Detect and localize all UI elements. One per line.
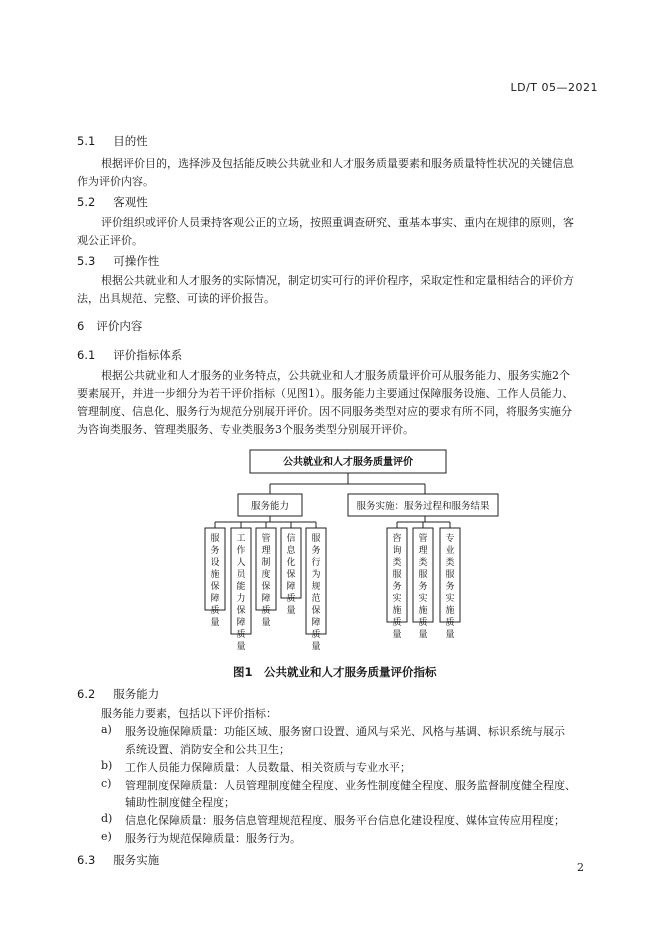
leaf-label-capability-1: 服务设施保障质量 [210,534,220,628]
section-title: 目的性 [113,134,148,148]
section-title: 服务能力 [113,687,160,701]
section-number: 6.3 [77,853,96,867]
section-title: 可操作性 [113,254,160,268]
paragraph-line: 评价组织或评价人员秉持客观公正的立场，按照重调查研究、重基本事实、重内在规律的原则，客 [101,216,574,229]
list-item-line: 服务设施保障质量：功能区域、服务窗口设置、通风与采光、风格与基调、标识系统与展示 [125,725,565,738]
list-marker: d) [101,812,113,825]
section-number: 5.2 [77,195,96,209]
leaf-label-capability-2: 工作人员能力保障质量 [236,534,246,652]
paragraph-line: 管理制度、信息化、服务行为规范分别展开评价。因不同服务类型对应的要求有所不同，将服务实施分 [77,405,572,418]
leaf-label-implementation-2: 管理类服务实施质量 [418,534,428,640]
branch-label-capability: 服务能力 [250,501,290,512]
leaf-label-capability-4: 信息化保障质量 [286,534,296,616]
branch-label-implementation: 服务实施：服务过程和服务结果 [356,501,490,512]
section-number: 5.3 [77,254,96,268]
section-title: 客观性 [113,195,148,209]
page-number: 2 [577,861,584,874]
paragraph-line: 为咨询类服务、管理类服务、专业类服务3个服务类型分别展开评价。 [77,423,414,436]
list-marker: e) [101,830,112,843]
paragraph-line: 作为评价内容。 [77,175,154,188]
section-number: 5.1 [77,134,96,148]
list-marker: b) [101,759,113,772]
section-heading-6-2 [77,686,159,702]
list-marker: c) [101,777,112,790]
root-label: 公共就业和人才服务质量评价 [283,457,413,468]
paragraph-line: 根据公共就业和人才服务的业务特点，公共就业和人才服务质量评价可从服务能力、服务实施2个 [101,369,570,382]
list-item-line: 工作人员能力保障质量：人员数量、相关资质与专业水平； [125,761,411,774]
section-title: 评价内容 [96,319,143,333]
leaf-label-capability-5: 服务行为规范保障质量 [311,534,321,652]
list-item-line: 管理制度保障质量：人员管理制度健全程度、业务性制度健全程度、服务监督制度健全程度、 [125,779,576,792]
leaf-label-implementation-3: 专业类服务实施质量 [445,534,455,640]
list-item-line: 辅助性制度健全程度； [125,796,235,809]
section-heading-6-3 [77,852,159,868]
section-title: 评价指标体系 [113,348,183,362]
paragraph-line: 根据评价目的，选择涉及包括能反映公共就业和人才服务质量要素和服务质量特性状况的关键信息 [101,157,574,170]
paragraph-line: 服务能力要素，包括以下评价指标： [101,707,277,720]
standard-number: LD/T 05—2021 [510,81,598,94]
paragraph-line: 观公正评价。 [77,234,143,247]
section-number: 6 [77,319,85,333]
paragraph-line: 法，出具规范、完整、可读的评价报告。 [77,292,275,305]
list-item-line: 信息化保障质量：服务信息管理规范程度、服务平台信息化建设程度、媒体宣传应用程度； [125,814,565,827]
section-number: 6.2 [77,687,96,701]
list-item-line: 服务行为规范保障质量：服务行为。 [125,832,301,845]
leaf-label-capability-3: 管理制度保障质量 [261,534,271,628]
paragraph-line: 要素展开，并进一步细分为若干评价指标（见图1）。服务能力主要通过保障服务设施、工作人员能力、 [77,387,574,400]
paragraph-line: 根据公共就业和人才服务的实际情况，制定切实可行的评价程序，采取定性和定量相结合的评价方 [101,274,574,287]
section-title: 服务实施 [113,853,160,867]
figure-caption: 图1 公共就业和人才服务质量评价指标 [233,665,437,679]
list-marker: a) [101,723,112,736]
leaf-label-implementation-1: 咨询类服务实施质量 [392,534,402,640]
section-number: 6.1 [77,348,96,362]
list-item-line: 系统设置、消防安全和公共卫生； [125,743,290,756]
